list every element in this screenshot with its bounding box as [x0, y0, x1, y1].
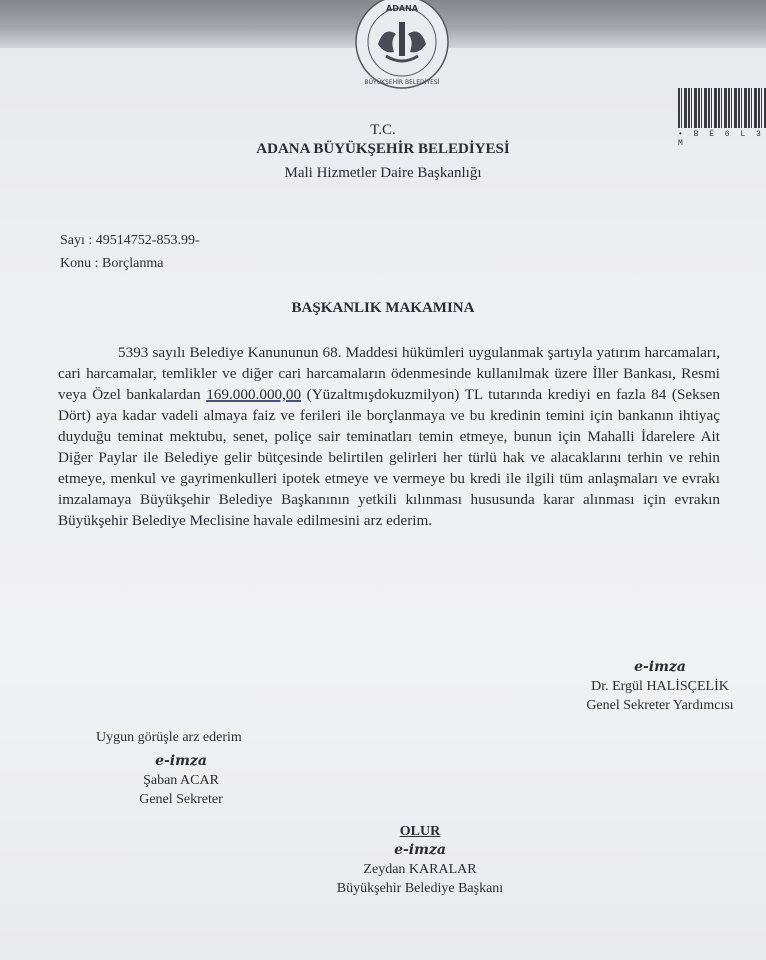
e-signature-mark: e-imza — [394, 842, 446, 858]
signer-role: Genel Sekreter — [139, 792, 223, 807]
signer-name: Zeydan KARALAR — [363, 862, 477, 877]
header-tc: T.C. — [370, 122, 396, 138]
approval-note: Uygun görüşle arz ederim — [96, 730, 242, 745]
barcode-text: • B E 6 L 3 M — [678, 130, 764, 148]
logo-text-bottom: BÜYÜKŞEHİR BELEDİYESİ — [364, 79, 440, 86]
signature-deputy-secretary — [560, 658, 760, 715]
signature-mayor — [290, 822, 550, 898]
signer-role: Genel Sekreter Yardımcısı — [586, 698, 734, 713]
document-title: BAŞKANLIK MAKAMINA — [291, 300, 475, 316]
header-organization: ADANA BÜYÜKŞEHİR BELEDİYESİ — [256, 141, 510, 157]
signature-secretary-general — [96, 752, 266, 809]
document-number: Sayı : 49514752-853.99- — [60, 233, 200, 248]
body-text-part2: (Yüzaltmışdokuzmilyon) TL tutarında krediyi en fazla 84 (Seksen Dört) aya kadar vadeli almaya faiz ve ferileri ile borçlanmaya ve bu kredinin temini için bankanın ihtiyaç duyduğu teminat mektubu, senet, poliçe sair teminatları temin etmeye, bunun için Mahalli İdarelere Ait Diğer Paylar ile Belediye gelir bütçesinde belirtilen gelirleri her türlü hak ve alacaklarını terhin ve rehin etmeye, menkul ve gayrimenkulleri ipotek etmeye ve vermeye bu kredi ile ilgili tüm anlaşmaları ve evrakı imzalamaya Büyükşehir Belediye Başkanının yetkili kılınması hususunda karar alınması için evrakın Büyükşehir Belediye Meclisine havale edilmesini arz ederim. — [58, 386, 720, 529]
approval-olur: OLUR — [399, 824, 441, 839]
e-signature-mark: e-imza — [634, 659, 686, 675]
header-department: Mali Hizmetler Daire Başkanlığı — [284, 165, 482, 181]
body-text-part1: 5393 sayılı Belediye Kanununun 68. Maddesi hükümleri uygulanmak şartıyla yatırım harcamaları, cari harcamalar, temlikler ve diğer cari harcamaların ödenmesinde kullanılmak üzere İller Bankası, Resmi veya Özel bankalardan — [58, 344, 720, 403]
signer-name: Dr. Ergül HALİSÇELİK — [591, 679, 729, 694]
e-signature-mark: e-imza — [155, 753, 207, 769]
logo-text-top: ADANA — [386, 4, 418, 13]
signer-role: Büyükşehir Belediye Başkanı — [336, 881, 504, 896]
document-subject: Konu : Borçlanma — [60, 256, 164, 271]
body-amount: 169.000.000,00 — [206, 386, 302, 403]
signer-name: Şaban ACAR — [143, 773, 219, 788]
municipality-logo — [350, 0, 454, 90]
document-body — [58, 342, 720, 531]
